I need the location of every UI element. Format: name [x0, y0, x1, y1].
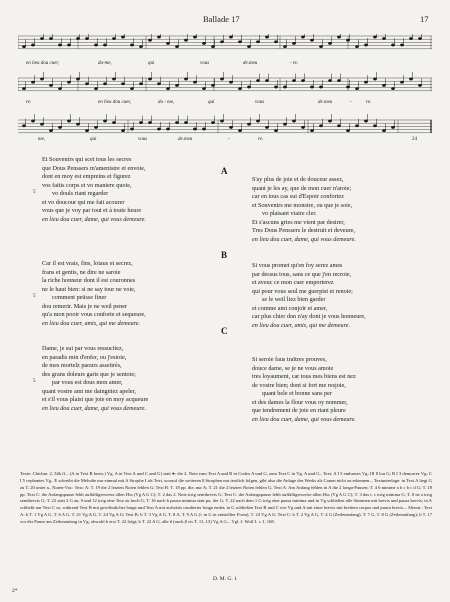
- note-head: [193, 128, 196, 130]
- note-head: [130, 44, 133, 46]
- note-head: [175, 121, 178, 123]
- note-head: [184, 121, 187, 123]
- stanza-line: dont en moy est empreins et figurez: [42, 173, 131, 180]
- note-head: [58, 126, 61, 128]
- note-head: [310, 86, 313, 88]
- stanza-line: par dessus tous, sans ce que j'en recroie,: [252, 270, 352, 278]
- note-head: [238, 129, 241, 131]
- stanza-line: et aveuc ce mon cuer emporterez: [252, 279, 334, 286]
- stanza-line: en lieu dou cuer, dame, qui vous demeure.: [42, 404, 146, 412]
- note-head: [67, 81, 70, 83]
- stanza-line: car plus chier don n'ay dont je vous honneure,: [252, 313, 366, 320]
- note-head: [121, 36, 124, 38]
- note-head: [247, 45, 250, 47]
- note-head: [49, 129, 52, 131]
- stanza-line: en paradis min d'enfer, ou j'estoie,: [42, 353, 127, 361]
- stanza-line: en lieu dou cuer, amis, qui me demeure.: [252, 321, 351, 329]
- lyric-syllable: re.: [366, 100, 372, 105]
- note-head: [283, 86, 286, 88]
- note-head: [265, 36, 268, 38]
- note-head: [301, 126, 304, 128]
- stanza-line: car en tous cas sui d'Espoir confortez: [252, 193, 344, 200]
- stanza-line: et Souvenirs me monstre, ou que je soie,: [252, 201, 353, 209]
- note-head: [238, 87, 241, 89]
- lyric-syllable: - re.: [290, 61, 299, 66]
- stanza-line: se le weil liez bien garder: [262, 296, 326, 303]
- note-head: [364, 120, 367, 122]
- note-head: [22, 87, 25, 89]
- note-head: [382, 37, 385, 39]
- note-head: [58, 44, 61, 46]
- stanza-line: Si vous promet qu'en foy serez ames: [252, 262, 343, 269]
- section-label-b: B: [221, 250, 228, 260]
- note-head: [409, 78, 412, 80]
- stanza-line: comment peüsse finer: [52, 294, 107, 301]
- lyric-syllable: de.meu: [318, 100, 333, 105]
- note-head: [283, 123, 286, 125]
- stanza-line: en lieu dou cuer, dame, qui vous demeure.: [42, 215, 146, 223]
- note-head: [346, 129, 349, 131]
- stanza-line: et s'il vous plaist que joie en moy acqueure: [42, 396, 149, 403]
- note-head: [229, 36, 232, 38]
- note-head: [67, 44, 70, 46]
- music-score: [18, 34, 432, 146]
- note-head: [166, 128, 169, 130]
- stanza-line: et vo doucour qui me fait acourer: [42, 198, 125, 206]
- note-head: [418, 37, 421, 39]
- lyric-syllable: vous: [200, 61, 210, 66]
- note-head: [238, 41, 241, 43]
- stanza-line: que Dous Penssers m'amenistre et envoie,: [42, 164, 146, 172]
- stanza-line: Et Souvenirs qui scet tous les secres: [42, 156, 132, 163]
- note-head: [310, 39, 313, 41]
- note-head: [400, 81, 403, 83]
- note-head: [211, 84, 214, 86]
- note-head: [193, 36, 196, 38]
- note-head: [382, 84, 385, 86]
- note-head: [292, 42, 295, 44]
- note-head: [373, 78, 376, 80]
- note-head: [202, 87, 205, 89]
- stanza-line: vo plaisant viaire cler.: [262, 210, 317, 217]
- running-title: Ballade 17: [203, 14, 240, 24]
- note-head: [256, 120, 259, 122]
- stanza-line: Si seroie faus traïtres prouves,: [252, 356, 327, 363]
- stanza-line: douce dame, se je ne vous amoie: [252, 364, 334, 372]
- note-head: [175, 45, 178, 47]
- stanza-line: de vostre bien; dont si fort me resjoie,: [252, 381, 346, 389]
- note-head: [139, 121, 142, 123]
- note-head: [193, 81, 196, 83]
- note-head: [373, 125, 376, 127]
- lyric-syllable: en lieu dou cuer,: [26, 61, 60, 66]
- note-head: [139, 45, 142, 47]
- note-head: [94, 126, 97, 128]
- note-head: [409, 37, 412, 39]
- stanza-line: quant vostre ami me daingniez apeler,: [42, 387, 136, 395]
- lyric-syllable: me,: [38, 137, 46, 142]
- note-head: [67, 120, 70, 122]
- stanza-line: Tres Dous Penssers le destruit et deveure,: [252, 227, 356, 234]
- note-head: [229, 126, 232, 128]
- stanza-b-right: [252, 262, 366, 330]
- stanza-line: par vous est dous mon amer,: [52, 379, 123, 386]
- note-head: [328, 120, 331, 122]
- note-head: [22, 125, 25, 127]
- stanza-c-right: [252, 356, 356, 424]
- note-head: [166, 42, 169, 44]
- note-head: [337, 79, 340, 81]
- note-head: [202, 128, 205, 130]
- note-head: [85, 129, 88, 131]
- lyric-syllable: re.: [26, 100, 32, 105]
- note-head: [40, 78, 43, 80]
- stanza-b-left: [42, 260, 146, 328]
- note-head: [274, 129, 277, 131]
- note-head: [220, 78, 223, 80]
- note-head: [310, 129, 313, 131]
- note-head: [130, 128, 133, 130]
- lyric-syllable: de.meu: [178, 137, 193, 142]
- note-head: [346, 86, 349, 88]
- stanza-c-left: [42, 345, 148, 413]
- line-number: 5: [33, 294, 36, 299]
- note-head: [130, 87, 133, 89]
- note-head: [274, 41, 277, 43]
- note-head: [373, 36, 376, 38]
- stanza-line: vous que je voy par tout et à toute heure: [42, 207, 142, 214]
- note-head: [103, 44, 106, 46]
- stanza-a-right: [252, 176, 356, 244]
- lyric-syllable: de.meu: [243, 61, 258, 66]
- note-head: [247, 123, 250, 125]
- note-head: [229, 81, 232, 83]
- note-head: [202, 42, 205, 44]
- note-head: [148, 78, 151, 80]
- stanza-line: quant je les ay, que de mon cuer n'aroie;: [252, 184, 352, 192]
- note-head: [265, 79, 268, 81]
- stanza-line: en lieu dou cuer, dame, qui vous demeure.: [252, 235, 356, 243]
- note-head: [157, 128, 160, 130]
- stanza-line: vos faitis corps et vo maniere quoie,: [42, 181, 132, 189]
- stanza-line: des grans doleurs garis que je sentoie;: [42, 370, 136, 378]
- note-head: [103, 83, 106, 85]
- measure-number: 24: [412, 137, 417, 142]
- note-head: [85, 37, 88, 39]
- note-head: [355, 125, 358, 127]
- note-head: [22, 45, 25, 47]
- note-head: [301, 36, 304, 38]
- stanza-line: et des dames la flour vous oy nommer,: [252, 398, 348, 406]
- lyric-syllable: vous: [138, 137, 148, 142]
- stanza-line: vo douls riant regarder: [52, 190, 109, 197]
- note-head: [211, 121, 214, 123]
- note-head: [256, 79, 259, 81]
- stanza-line: de mes mortelz paours asseürés,: [42, 362, 122, 369]
- note-head: [184, 39, 187, 41]
- stanza-line: dou remerir. Mais je ne weil pener: [42, 302, 128, 310]
- stanza-line: en lieu dou cuer, dame, qui vous demeure.: [252, 415, 356, 423]
- note-head: [49, 84, 52, 86]
- stanza-line: S'ay plus de joie et de douceur assez,: [252, 176, 344, 183]
- lyric-syllable: qui: [148, 61, 155, 66]
- note-head: [391, 87, 394, 89]
- footer-center: D. M. G. 1: [213, 576, 237, 582]
- stanza-line: Et s'ascuns gries me vient par desirer,: [252, 218, 345, 226]
- note-head: [346, 39, 349, 41]
- note-head: [211, 45, 214, 47]
- note-head: [400, 44, 403, 46]
- lyric-syllable: re.: [258, 137, 264, 142]
- note-head: [220, 41, 223, 43]
- stanza-line: qui pour vous seul me guerpist et renoie;: [252, 287, 353, 295]
- stanza-line: ne le haut bien: si ne say tour ne voie,: [42, 285, 136, 293]
- note-head: [58, 87, 61, 89]
- stanza-line: tres loyaument, car tous mes biens est nez: [252, 373, 356, 380]
- note-head: [256, 41, 259, 43]
- stanza-line: qu'a mon pooir vous conforte et sequeure,: [42, 311, 146, 318]
- lyric-syllable: da - me,: [158, 100, 175, 105]
- footer-mark: 2*: [12, 588, 18, 594]
- note-head: [391, 44, 394, 46]
- note-head: [94, 87, 97, 89]
- stanza-line: frans et gentis, ne dire ne saroie: [42, 268, 121, 276]
- lyric-syllable: -: [350, 100, 352, 105]
- stanza-line: Car il est vrais, fins, loiaus et secrez,: [42, 260, 133, 267]
- stanza-line: la riche honneur dont il est couronnes: [42, 277, 136, 284]
- note-head: [364, 81, 367, 83]
- note-head: [274, 86, 277, 88]
- stanza-line: et comme ami conjoïr et amer,: [252, 304, 328, 312]
- note-head: [157, 36, 160, 38]
- note-head: [175, 84, 178, 86]
- page-number: 17: [420, 14, 429, 24]
- note-head: [418, 84, 421, 86]
- stanza-line: Dame, je sui par vous ressucitez,: [42, 345, 124, 352]
- note-head: [364, 44, 367, 46]
- note-head: [292, 79, 295, 81]
- stanza-line: quant bele et bonne sans per: [262, 390, 332, 397]
- note-head: [328, 79, 331, 81]
- note-head: [112, 121, 115, 123]
- note-head: [337, 125, 340, 127]
- note-head: [112, 37, 115, 39]
- note-head: [103, 120, 106, 122]
- lyric-syllable: vous: [255, 100, 265, 105]
- lyric-syllable: -: [228, 137, 230, 142]
- note-head: [76, 123, 79, 125]
- note-head: [40, 37, 43, 39]
- section-label-a: A: [221, 166, 228, 176]
- lyric-syllable: qui: [208, 100, 215, 105]
- note-head: [121, 129, 124, 131]
- note-head: [31, 81, 34, 83]
- note-head: [319, 86, 322, 88]
- note-head: [319, 125, 322, 127]
- note-head: [247, 86, 250, 88]
- note-head: [76, 37, 79, 39]
- note-head: [382, 129, 385, 131]
- note-head: [76, 78, 79, 80]
- note-head: [40, 123, 43, 125]
- note-head: [148, 39, 151, 41]
- note-head: [94, 44, 97, 46]
- note-head: [112, 78, 115, 80]
- note-head: [85, 83, 88, 85]
- note-head: [301, 79, 304, 81]
- critical-notes: Texte: Chichm. 2, 54b ff.– (A in Text B bezw.) Vg. A in Text A und C und G) statt ●; die 2. Note zum Text A und B in Codex A und G, zum Text C in Vg. A und G– Text: A I 3 embrases Vg; III 8 lou G; B I 3 demorrez Vg; C I 5 cephantes Vg– E schreibt die Melodie nur einmal mit A Strophe I als Text, worauf die weiteren 8 Strophen nur textlich folgen, gibt also die Anlage des Werks als Canon nicht zu erkennen.– Textunterlage: in Text A liegt G zu T. 20 unter a– Noten-Var.: Text: A: T. 19 die 2 letzten Noten fehlen G; Text B: T. 18 pp. die, nur A; T. 21 die 2 letzten Noten fehlen G; Text A: Am Anfang fehlen in A die 2 longa-Pausen; T. 4 6 minime a b c b c d G; T. 18 pp. Text C: die Anfangspause fehlt auffälligerweise allen Hss (Vg A G C); T. 2 das 2. Note irrig semibrevis G; Text C: die Anfangspause fehlt auffälligerweise allen Hss (Vg A G C); T. 3 das t. c irrig minima G; T. 8 ist a irrig semibrevis G; T. 22 statt 2 G an, 9 und 12 irrig eine Terz zu hoch G; T. 16 nach b pausa minima statt pu. der G; T. 22 nach dem 1 G irrig eine pausa minima und in Vg schließen alle Stimmen mit brevis und pausa brevis; in A schließt nur Text C so, während Text B mit gewöhnlicher longa und Text A mit aufwärts caudierter longa endet; in G schließen Text B und C wie Vg und A mit einer brevis mit breitem corpus und pausa brevis.– Alterat.: Text A: b T. 1 Vg A G, T. 6 A G, T. 21 Vg A G, T. 24 Vg A G; Text B: b T. 3 Vg A G, T. 8 A, T. 9 A G (♭ in G in entstellter Form), T. 23 Vg A G; Text C: b T. 2 Vg A G, T. 4 G (Zeilenanfang), T. 7 G, T. 8 G (Zeilenanfang); b T. 17 vor der Pause am Zeilenanfang in Vg, obwohl b erst T. 22 folgt; b T. 22 A G, alle # (auch ♯ cis T. 11–13) Vg A G.– Vgl. J. Wolf I. c. I, 168.: [20, 471, 432, 524]
- note-head: [292, 120, 295, 122]
- lyric-syllable: qui: [90, 137, 97, 142]
- note-head: [49, 37, 52, 39]
- stanza-line: en lieu dou cuer, amis, qui me demeure.: [42, 319, 141, 327]
- note-head: [31, 120, 34, 122]
- stanza-a-left: [42, 156, 146, 224]
- note-head: [157, 83, 160, 85]
- note-head: [355, 87, 358, 89]
- note-head: [139, 83, 142, 85]
- note-head: [184, 78, 187, 80]
- note-head: [31, 44, 34, 46]
- line-number: 5: [33, 379, 36, 384]
- line-number: 5: [33, 190, 36, 195]
- lyric-syllable: en lieu dou cuer,: [98, 100, 132, 105]
- note-head: [337, 36, 340, 38]
- section-label-c: C: [221, 326, 228, 336]
- note-head: [148, 121, 151, 123]
- note-head: [265, 126, 268, 128]
- note-head: [283, 45, 286, 47]
- note-head: [355, 45, 358, 47]
- note-head: [319, 45, 322, 47]
- note-head: [328, 42, 331, 44]
- note-head: [166, 87, 169, 89]
- note-head: [121, 83, 124, 85]
- note-head: [220, 120, 223, 122]
- stanza-line: que tendrement de joie en riant pleure: [252, 407, 346, 414]
- lyric-syllable: da-me,: [98, 61, 112, 66]
- note-head: [391, 126, 394, 128]
